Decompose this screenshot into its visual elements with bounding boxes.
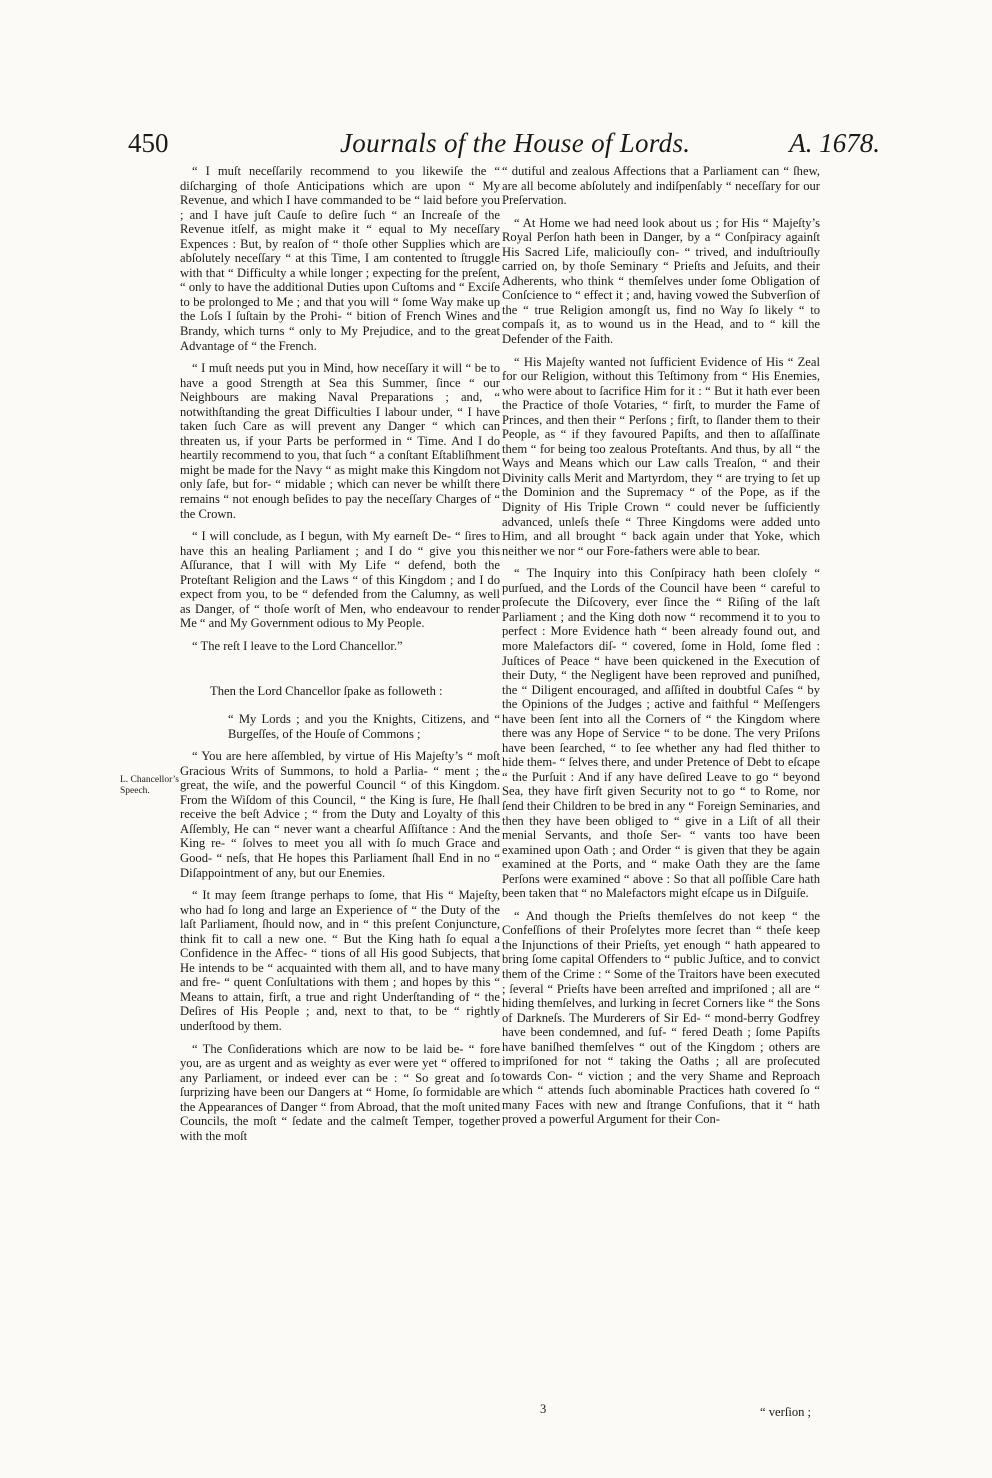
signature-mark: 3	[540, 1402, 547, 1416]
marginal-note: L. Chancellor’s Speech.	[120, 775, 179, 796]
header-year: A. 1678.	[789, 128, 880, 158]
paragraph: “ dutiful and zealous Affections that a Parliament can “ ſhew, are all become abſolutely and indiſpenſably “ neceſſary for our Preſervation.	[502, 164, 820, 208]
paragraph: “ It may ſeem ſtrange perhaps to ſome, that His “ Majeſty, who had ſo long and large an Experience of “ the Duty of the laſt Parliament, ſhould now, and in “ this preſent Conjuncture, think fit to call a new one. “ But the King hath ſo equal a Confidence in the Affec- “ tions of all His good Subjects, that He intends to be “ acquainted with them all, and to have many and fre- “ quent Conſultations with them ; and hopes by this “ Means to attain, firſt, a true and right Underſtanding of “ the Deſires of His People ; and, next to that, to be “ rightly underſtood by them.	[180, 888, 500, 1033]
paragraph: “ At Home we had need look about us ; for His “ Majeſty’s Royal Perſon hath been in Danger, by a “ Conſpiracy againſt His Sacred Life, maliciouſly con- “ trived, and induſtriouſly carried on, by thoſe Seminary “ Prieſts and Jeſuits, and their Adherents, who think “ themſelves under ſome Obligation of Conſcience to “ effect it ; and, having vowed the Subverſion of the “ true Religion amongſt us, find no Way ſo likely “ to compaſs it, as to wound us in the Head, and to “ kill the Defender of the Faith.	[502, 215, 820, 347]
closing-line: “ The reſt I leave to the Lord Chancellor.”	[192, 638, 403, 653]
paragraph: “ The Conſiderations which are now to be laid be- “ fore you, are as urgent and as weighty as ever were yet “ offered to any Parliament, or indeed ever can be : “ So great and ſo ſurprizing have been our Dangers at “ Home, ſo formidable are the Appearances of Danger “ from Abroad, that the moſt united Councils, the moſt “ ſedate and the calmeſt Temper, together with the moſt	[180, 1041, 500, 1143]
speech-intro: Then the Lord Chancellor ſpake as followeth :	[210, 683, 443, 698]
paragraph: “ I muſt neceſſarily recommend to you likewiſe the “ diſcharging of thoſe Anticipations which are upon “ My Revenue, and which I have commanded to be “ laid before you ; and I have juſt Cauſe to deſire ſuch “ an Increaſe of the Revenue itſelf, as might make it “ equal to My neceſſary Expences : But, by reaſon of “ thoſe other Supplies which are abſolutely neceſſary “ at this Time, I am contented to ſtruggle with that “ Difficulty a while longer ; expecting for the preſent, “ only to have the additional Duties upon Cuſtoms and “ Exciſe to be prolonged to Me ; and that you will “ ſome Way make up the Loſs I ſuſtain by the Prohi- “ bition of French Wines and Brandy, which turns “ only to My Prejudice, and to the great Advantage of “ the French.	[180, 164, 500, 353]
paragraph: “ His Majeſty wanted not ſufficient Evidence of His “ Zeal for our Religion, without this Teſtimony from “ His Enemies, who were about to ſacrifice Him for it : “ But it hath ever been the Practice of thoſe Votaries, “ firſt, to murder the Fame of Princes, and then their “ Perſons ; firſt, to ſlander them to their People, as “ if they favoured Papiſts, and then to aſſaſſinate them “ for being too zealous Proteſtants. And thus, by all “ the Ways and Means which our Law calls Treaſon, “ and their Divinity calls Merit and Martyrdom, they “ are trying to ſet up the Dominion and the Supremacy “ of the Pope, as if the Dignity of His Triple Crown “ could never be ſufficiently advanced, unleſs theſe “ Three Kingdoms were added unto Him, and all brought “ back again under that Yoke, which neither we nor “ our Fore-fathers were able to bear.	[502, 354, 820, 558]
paragraph: “ I muſt needs put you in Mind, how neceſſary it will “ be to have a good Strength at Sea this Summer, ſince “ our Neighbours are making Naval Preparations ; and, “ notwithſtanding the great Difficulties I labour under, “ I have taken ſuch Care as will prevent any Danger “ which can threaten us, if your Parts be performed in “ Time. And I do heartily recommend to you, that ſuch “ a conſtant Eſtabliſhment might be made for the Navy “ as might make this Kingdom not only ſafe, but for- “ midable ; which can never be whilſt there remains “ not enough beſides to pay the neceſſary Charges of “ the Crown.	[180, 361, 500, 521]
paragraph: “ I will conclude, as I begun, with My earneſt De- “ ſires to have this an healing Parliament ; and I do “ give you this Aſſurance, that I will with My Life “ defend, both the Proteſtant Religion and the Laws “ of this Kingdom ; and I do expect from you, to be “ defended from the Calumny, as well as Danger, of “ thoſe worſt of Men, who endeavour to render Me “ and My Government odious to My People.	[180, 529, 500, 631]
right-column	[502, 164, 820, 1135]
catchword: “ verſion ;	[760, 1405, 812, 1419]
paragraph: “ And though the Prieſts themſelves do not keep “ the Confeſſions of their Proſelytes more ſecret than “ theſe keep the Injunctions of their Prieſts, yet enough “ hath appeared to bring ſome capital Offenders to “ public Juſtice, and to convict them of the Crime : “ Some of the Traitors have been executed ; ſeveral “ Prieſts have been arreſted and impriſoned ; all are “ hiding themſelves, and lurking in ſecret Corners like “ the Sons of Darkneſs. The Murderers of Sir Ed- “ mond-berry Godfrey have been condemned, and ſuf- “ fered Death ; ſome Papiſts have baniſhed themſelves “ out of the Kingdom ; others are impriſoned for not “ taking the Oaths ; all are proſecuted towards Con- “ viction ; and the very Shame and Reproach which “ attends ſuch abominable Practices hath covered ſo “ many Faces with new and ſtrange Confuſions, that it “ hath proved a powerful Argument for their Con-	[502, 908, 820, 1127]
running-header	[120, 128, 880, 168]
page-number: 450	[128, 128, 169, 158]
paragraph: “ You are here aſſembled, by virtue of His Majeſty’s “ moſt Gracious Writs of Summons, to hold a Parlia- “ ment ; the great, the wiſe, and the powerful Council “ of this Kingdom. From the Wiſdom of this Council, “ the King is ſure, He ſhall receive the beſt Advice ; “ from the Duty and Loyalty of this Aſſembly, He can “ never want a chearful Aſſiſtance : And the King re- “ ſolves to meet you all with ſo much Grace and Good- “ neſs, that He hopes this Parliament ſhall End in no “ Diſappointment of any, but our Enemies.	[180, 749, 500, 880]
paragraph: “ The Inquiry into this Conſpiracy hath been cloſely “ purſued, and the Lords of the Council have been “ careful to proſecute the Diſcovery, ever ſince the “ Riſing of the laſt Parliament ; and the King doth now “ recommend it to you to perfect : More Evidence hath “ been already found out, and more Malefactors diſ- “ covered, ſome in Hold, ſome fled : Juſtices of Peace “ have been quickened in the Execution of their Duty, “ the Negligent have been reproved and puniſhed, the “ Diligent encouraged, and aſſiſted in doubtful Caſes “ by the Opinions of the Judges ; active and faithful “ Meſſengers have been ſent into all the Corners of “ the Kingdom where there was any Hope of Service “ to be done. The very Priſons have been ſearched, “ to ſee whether any had fled thither to hide them- “ ſelves there, and under Pretence of Debt to eſcape “ the Purſuit : And if any have deſired Leave to go “ beyond Sea, they have firſt given Security not to go “ to Rome, nor ſend their Children to be bred in any “ Foreign Seminaries, and then they have been obliged to “ give in a Liſt of all their menial Servants, and thoſe Ser- “ vants too have been examined upon Oath ; and Order “ is given that they be again examined at the Ports, and “ make Oath they are the ſame Perſons were examined “ above : So that all poſſible Care hath been taken that “ no Malefactors might eſcape us in Diſguiſe.	[502, 566, 820, 901]
left-column	[180, 164, 500, 1151]
journal-title: Journals of the House of Lords.	[340, 128, 691, 158]
speech-address: “ My Lords ; and you the Knights, Citizens, and “ Burgeſſes, of the Houſe of Commons ;	[228, 712, 500, 741]
